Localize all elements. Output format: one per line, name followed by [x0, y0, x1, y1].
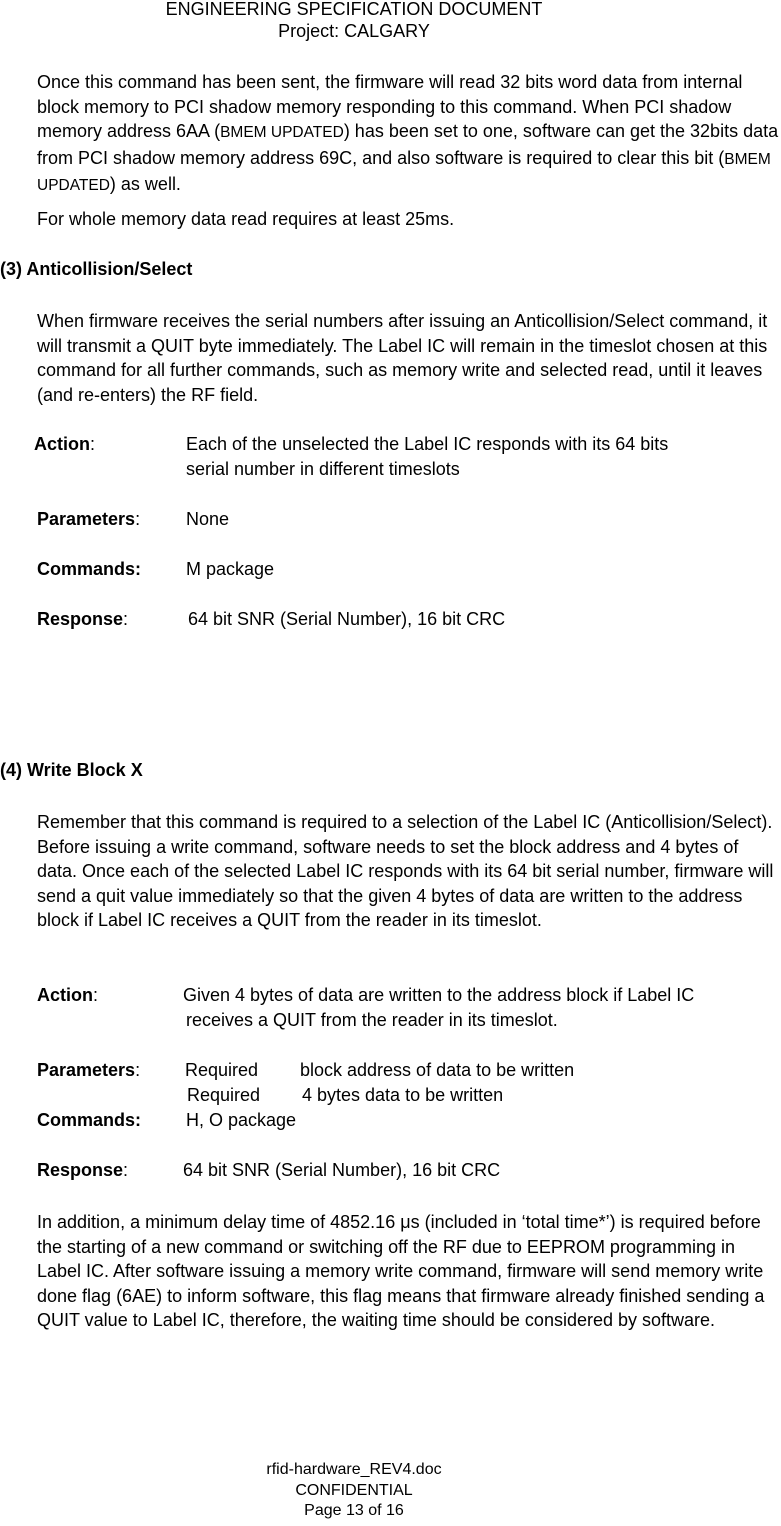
commands-label: Commands: — [37, 559, 142, 579]
response-label: Response: — [37, 609, 129, 629]
parameters-value: None — [186, 509, 230, 529]
parameter-description: block address of data to be written — [300, 1060, 575, 1080]
action-value: Given 4 bytes of data are written to the address block if Label IC — [183, 985, 695, 1005]
bmem-updated-label: BMEM UPDATED — [220, 124, 344, 141]
response-value: 64 bit SNR (Serial Number), 16 bit CRC — [188, 609, 506, 629]
commands-value: H, O package — [186, 1110, 297, 1130]
intro-paragraph: Once this command has been sent, the firmware will read 32 bits word data from internal block memory to PCI shadow memory responding to this command. When PCI shadow memory address 6AA (BMEM UPDATED) has been set to one, software can get the 32bits data from PCI shadow memory address 69C, and also software is required to clear this bit (BMEM UPDATED) as well. — [37, 72, 779, 194]
parameter-description: 4 bytes data to be written — [302, 1085, 504, 1105]
action-value-continued: serial number in different timeslots — [186, 459, 460, 479]
parameters-label: Parameters: — [37, 1060, 141, 1080]
memory-read-note: For whole memory data read requires at least 25ms. — [37, 209, 455, 229]
section-heading-anticollision: (3) Anticollision/Select — [0, 259, 193, 279]
action-value-continued: receives a QUIT from the reader in its timeslot. — [186, 1010, 558, 1030]
action-label: Action: — [37, 985, 99, 1005]
action-value: Each of the unselected the Label IC responds with its 64 bits — [186, 434, 669, 454]
bmem-updated-label: BMEM UPDATED — [37, 150, 771, 194]
section-heading-write-block: (4) Write Block X — [0, 760, 143, 780]
footer-page-number: Page 13 of 16 — [304, 1502, 404, 1519]
anticollision-description: When firmware receives the serial numbers after issuing an Anticollision/Select command, it will transmit a QUIT byte immediately. The Label IC will remain in the timeslot chosen at this command for all further commands, such as memory write and selected read, until it leaves (and re-enters) the RF field. — [37, 311, 768, 405]
parameter-requirement: Required — [187, 1085, 261, 1105]
commands-label: Commands: — [37, 1110, 142, 1130]
micro-symbol: μ — [400, 1212, 411, 1232]
action-label: Action: — [34, 434, 96, 454]
parameter-requirement: Required — [185, 1060, 259, 1080]
document-title: ENGINEERING SPECIFICATION DOCUMENT — [165, 0, 543, 19]
response-value: 64 bit SNR (Serial Number), 16 bit CRC — [183, 1160, 501, 1180]
project-name: Project: CALGARY — [278, 21, 430, 41]
commands-value: M package — [186, 559, 275, 579]
write-delay-note: In addition, a minimum delay time of 4852.16 μs (included in ‘total time*’) is required before the starting of a new command or switching off the RF due to EEPROM programming in Label IC. After software issuing a memory write command, firmware will send memory write done flag (6AE) to inform software, this flag means that firmware already finished sending a QUIT value to Label IC, therefore, the waiting time should be considered by software. — [37, 1212, 765, 1330]
write-block-description: Remember that this command is required to a selection of the Label IC (Anticollision/Select). Before issuing a write command, software needs to set the block address and 4 bytes of data. Once each of the selected Label IC responds with its 64 bit serial number, firmware will send a quit value immediately so that the given 4 bytes of data are written to the address block if Label IC receives a QUIT from the reader in its timeslot. — [37, 812, 774, 930]
footer-filename: rfid-hardware_REV4.doc — [266, 1461, 442, 1478]
response-label: Response: — [37, 1160, 129, 1180]
parameters-label: Parameters: — [37, 509, 141, 529]
footer-confidential: CONFIDENTIAL — [295, 1482, 413, 1499]
